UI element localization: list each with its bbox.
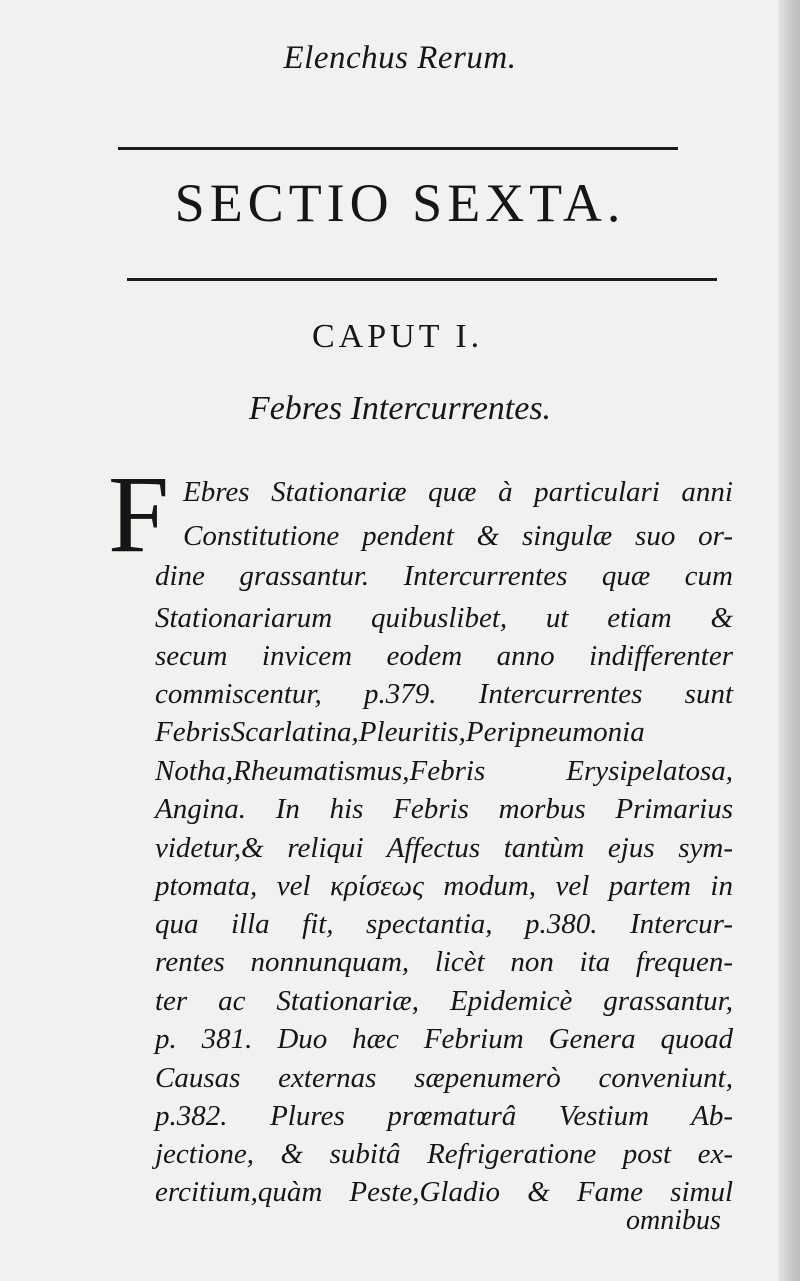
top-rule — [118, 147, 678, 150]
text-line: commiscentur, p.379. Intercurrentes sunt — [155, 678, 733, 710]
catchword: omnibus — [626, 1205, 721, 1236]
text-line: rentes nonnunquam, licèt non ita frequen- — [155, 946, 733, 978]
text-line: qua illa fit, spectantia, p.380. Intercur- — [155, 908, 733, 940]
running-head: Elenchus Rerum. — [283, 40, 517, 76]
text-line: Ebres Stationariæ quæ à particulari anni — [183, 476, 733, 508]
text-line: dine grassantur. Intercurrentes quæ cum — [155, 560, 733, 592]
text-line: ptomata, vel κρίσεως modum, vel partem in — [155, 870, 733, 902]
text-line: FebrisScarlatina,Pleuritis,Peripneumonia — [155, 716, 645, 748]
text-line: ter ac Stationariæ, Epidemicè grassantur, — [155, 985, 733, 1017]
text-line: p. 381. Duo hæc Febrium Genera quoad — [155, 1023, 733, 1055]
chapter-subtitle: Febres Intercurrentes. — [248, 390, 552, 427]
chapter-heading: CAPUT I. — [312, 318, 484, 355]
text-line: jectione, & subitâ Refrigeratione post ex- — [155, 1138, 733, 1170]
text-line: secum invicem eodem anno indifferenter — [155, 640, 733, 672]
text-line: videtur,& reliqui Affectus tantùm ejus sym- — [155, 832, 733, 864]
text-line: ercitium,quàm Peste,Gladio & Fame simul — [155, 1176, 733, 1208]
text-line: Angina. In his Febris morbus Primarius — [155, 793, 733, 825]
drop-cap: F — [108, 453, 170, 575]
text-line: Constitutione pendent & singulæ suo or- — [183, 520, 733, 552]
text-line: Stationariarum quibuslibet, ut etiam & — [155, 602, 733, 634]
section-title: SECTIO SEXTA. — [174, 173, 626, 233]
bottom-rule — [127, 278, 717, 281]
text-line: p.382. Plures prœmaturâ Vestium Ab- — [155, 1100, 733, 1132]
text-line: Notha,Rheumatismus,Febris Erysipelatosa, — [155, 755, 733, 787]
text-line: Causas externas sæpenumerò conveniunt, — [155, 1062, 733, 1094]
